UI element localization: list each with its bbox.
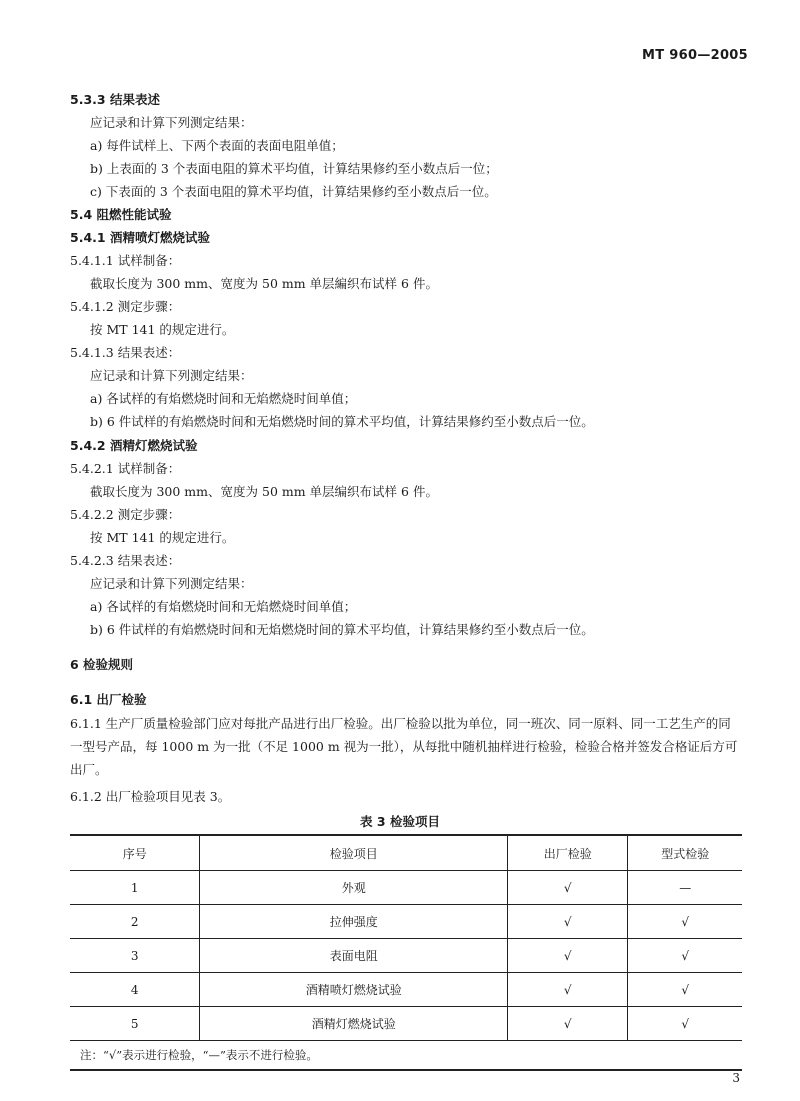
row-number: 2 xyxy=(70,905,200,939)
table-row xyxy=(70,871,742,905)
table-note-row xyxy=(70,1041,742,1071)
row-type-mark: √ xyxy=(628,973,742,1007)
section-5-4-1-3-item-b: b) 6 件试样的有焰燃烧时间和无焰燃烧时间的算术平均值，计算结果修约至小数点后一位。 xyxy=(90,414,594,429)
section-5-4-2-3-item-a: a) 各试样的有焰燃烧时间和无焰燃烧时间单值； xyxy=(90,599,357,614)
row-type-mark: √ xyxy=(628,939,742,973)
section-5-4-heading: 5.4 阻燃性能试验 xyxy=(70,207,172,222)
section-5-4-1-3-item-a: a) 各试样的有焰燃烧时间和无焰燃烧时间单值； xyxy=(90,391,357,406)
section-5-4-1-2-heading: 5.4.1.2 测定步骤： xyxy=(70,299,181,314)
section-6-1-2-paragraph: 6.1.2 出厂检验项目见表 3。 xyxy=(70,789,231,804)
row-type-mark: √ xyxy=(628,1007,742,1041)
row-number: 1 xyxy=(70,871,200,905)
table-row xyxy=(70,939,742,973)
section-5-4-2-1-body: 截取长度为 300 mm、宽度为 50 mm 单层编织布试样 6 件。 xyxy=(90,484,438,499)
section-5-4-1-2-body: 按 MT 141 的规定进行。 xyxy=(90,322,235,337)
page-number: 3 xyxy=(732,1071,740,1085)
row-factory-mark: √ xyxy=(507,905,627,939)
section-6-1-1-paragraph: 6.1.1 生产厂质量检验部门应对每批产品进行出厂检验。出厂检验以批为单位，同一班次、同一原料、同一工艺生产的同一型号产品，每 1000 m 为一批（不足 1000 m 视为一批），从每批中随机抽样进行检验，检验合格并签发合格证后方可出厂。 xyxy=(70,716,738,777)
section-5-4-2-2-heading: 5.4.2.2 测定步骤： xyxy=(70,507,181,522)
row-number: 5 xyxy=(70,1007,200,1041)
section-5-4-2-3-intro: 应记录和计算下列测定结果： xyxy=(90,576,253,591)
column-header-number: 序号 xyxy=(70,835,200,871)
row-number: 3 xyxy=(70,939,200,973)
table-header-row xyxy=(70,835,742,871)
row-factory-mark: √ xyxy=(507,939,627,973)
row-item: 酒精喷灯燃烧试验 xyxy=(200,973,508,1007)
table-note: 注：“√”表示进行检验，“—”表示不进行检验。 xyxy=(70,1041,742,1071)
row-item: 外观 xyxy=(200,871,508,905)
row-item: 表面电阻 xyxy=(200,939,508,973)
section-5-4-2-heading: 5.4.2 酒精灯燃烧试验 xyxy=(70,438,198,453)
section-5-4-2-1-heading: 5.4.2.1 试样制备： xyxy=(70,461,181,476)
column-header-type-inspection: 型式检验 xyxy=(628,835,742,871)
section-5-4-2-2-body: 按 MT 141 的规定进行。 xyxy=(90,530,235,545)
table-3-title: 表 3 检验项目 xyxy=(360,814,440,829)
standard-number: MT 960—2005 xyxy=(642,48,748,63)
section-6-heading: 6 检验规则 xyxy=(70,657,134,672)
section-5-4-1-3-intro: 应记录和计算下列测定结果： xyxy=(90,368,253,383)
inspection-items-table xyxy=(70,834,742,1071)
row-factory-mark: √ xyxy=(507,871,627,905)
section-5-3-3-item-a: a) 每件试样上、下两个表面的表面电阻单值； xyxy=(90,138,344,153)
column-header-factory-inspection: 出厂检验 xyxy=(507,835,627,871)
section-5-4-1-1-heading: 5.4.1.1 试样制备： xyxy=(70,253,181,268)
table-row xyxy=(70,973,742,1007)
section-5-4-1-heading: 5.4.1 酒精喷灯燃烧试验 xyxy=(70,230,210,245)
section-5-3-3-heading: 5.3.3 结果表述 xyxy=(70,92,160,107)
row-type-mark: √ xyxy=(628,905,742,939)
section-5-3-3-intro: 应记录和计算下列测定结果： xyxy=(90,115,253,130)
section-5-4-1-3-heading: 5.4.1.3 结果表述： xyxy=(70,345,181,360)
row-number: 4 xyxy=(70,973,200,1007)
row-item: 拉伸强度 xyxy=(200,905,508,939)
table-row xyxy=(70,1007,742,1041)
row-type-mark: — xyxy=(628,871,742,905)
row-factory-mark: √ xyxy=(507,973,627,1007)
table-row xyxy=(70,905,742,939)
section-5-4-1-1-body: 截取长度为 300 mm、宽度为 50 mm 单层編织布试样 6 件。 xyxy=(90,276,438,291)
section-5-4-2-3-heading: 5.4.2.3 结果表述： xyxy=(70,553,181,568)
section-5-3-3-item-b: b) 上表面的 3 个表面电阻的算术平均值，计算结果修约至小数点后一位； xyxy=(90,161,498,176)
column-header-item: 检验项目 xyxy=(200,835,508,871)
row-item: 酒精灯燃烧试验 xyxy=(200,1007,508,1041)
section-5-3-3-item-c: c) 下表面的 3 个表面电阻的算术平均值，计算结果修约至小数点后一位。 xyxy=(90,184,497,199)
section-5-4-2-3-item-b: b) 6 件试样的有焰燃烧时间和无焰燃烧时间的算术平均值，计算结果修约至小数点后一位。 xyxy=(90,622,594,637)
section-6-1-heading: 6.1 出厂检验 xyxy=(70,692,147,707)
row-factory-mark: √ xyxy=(507,1007,627,1041)
